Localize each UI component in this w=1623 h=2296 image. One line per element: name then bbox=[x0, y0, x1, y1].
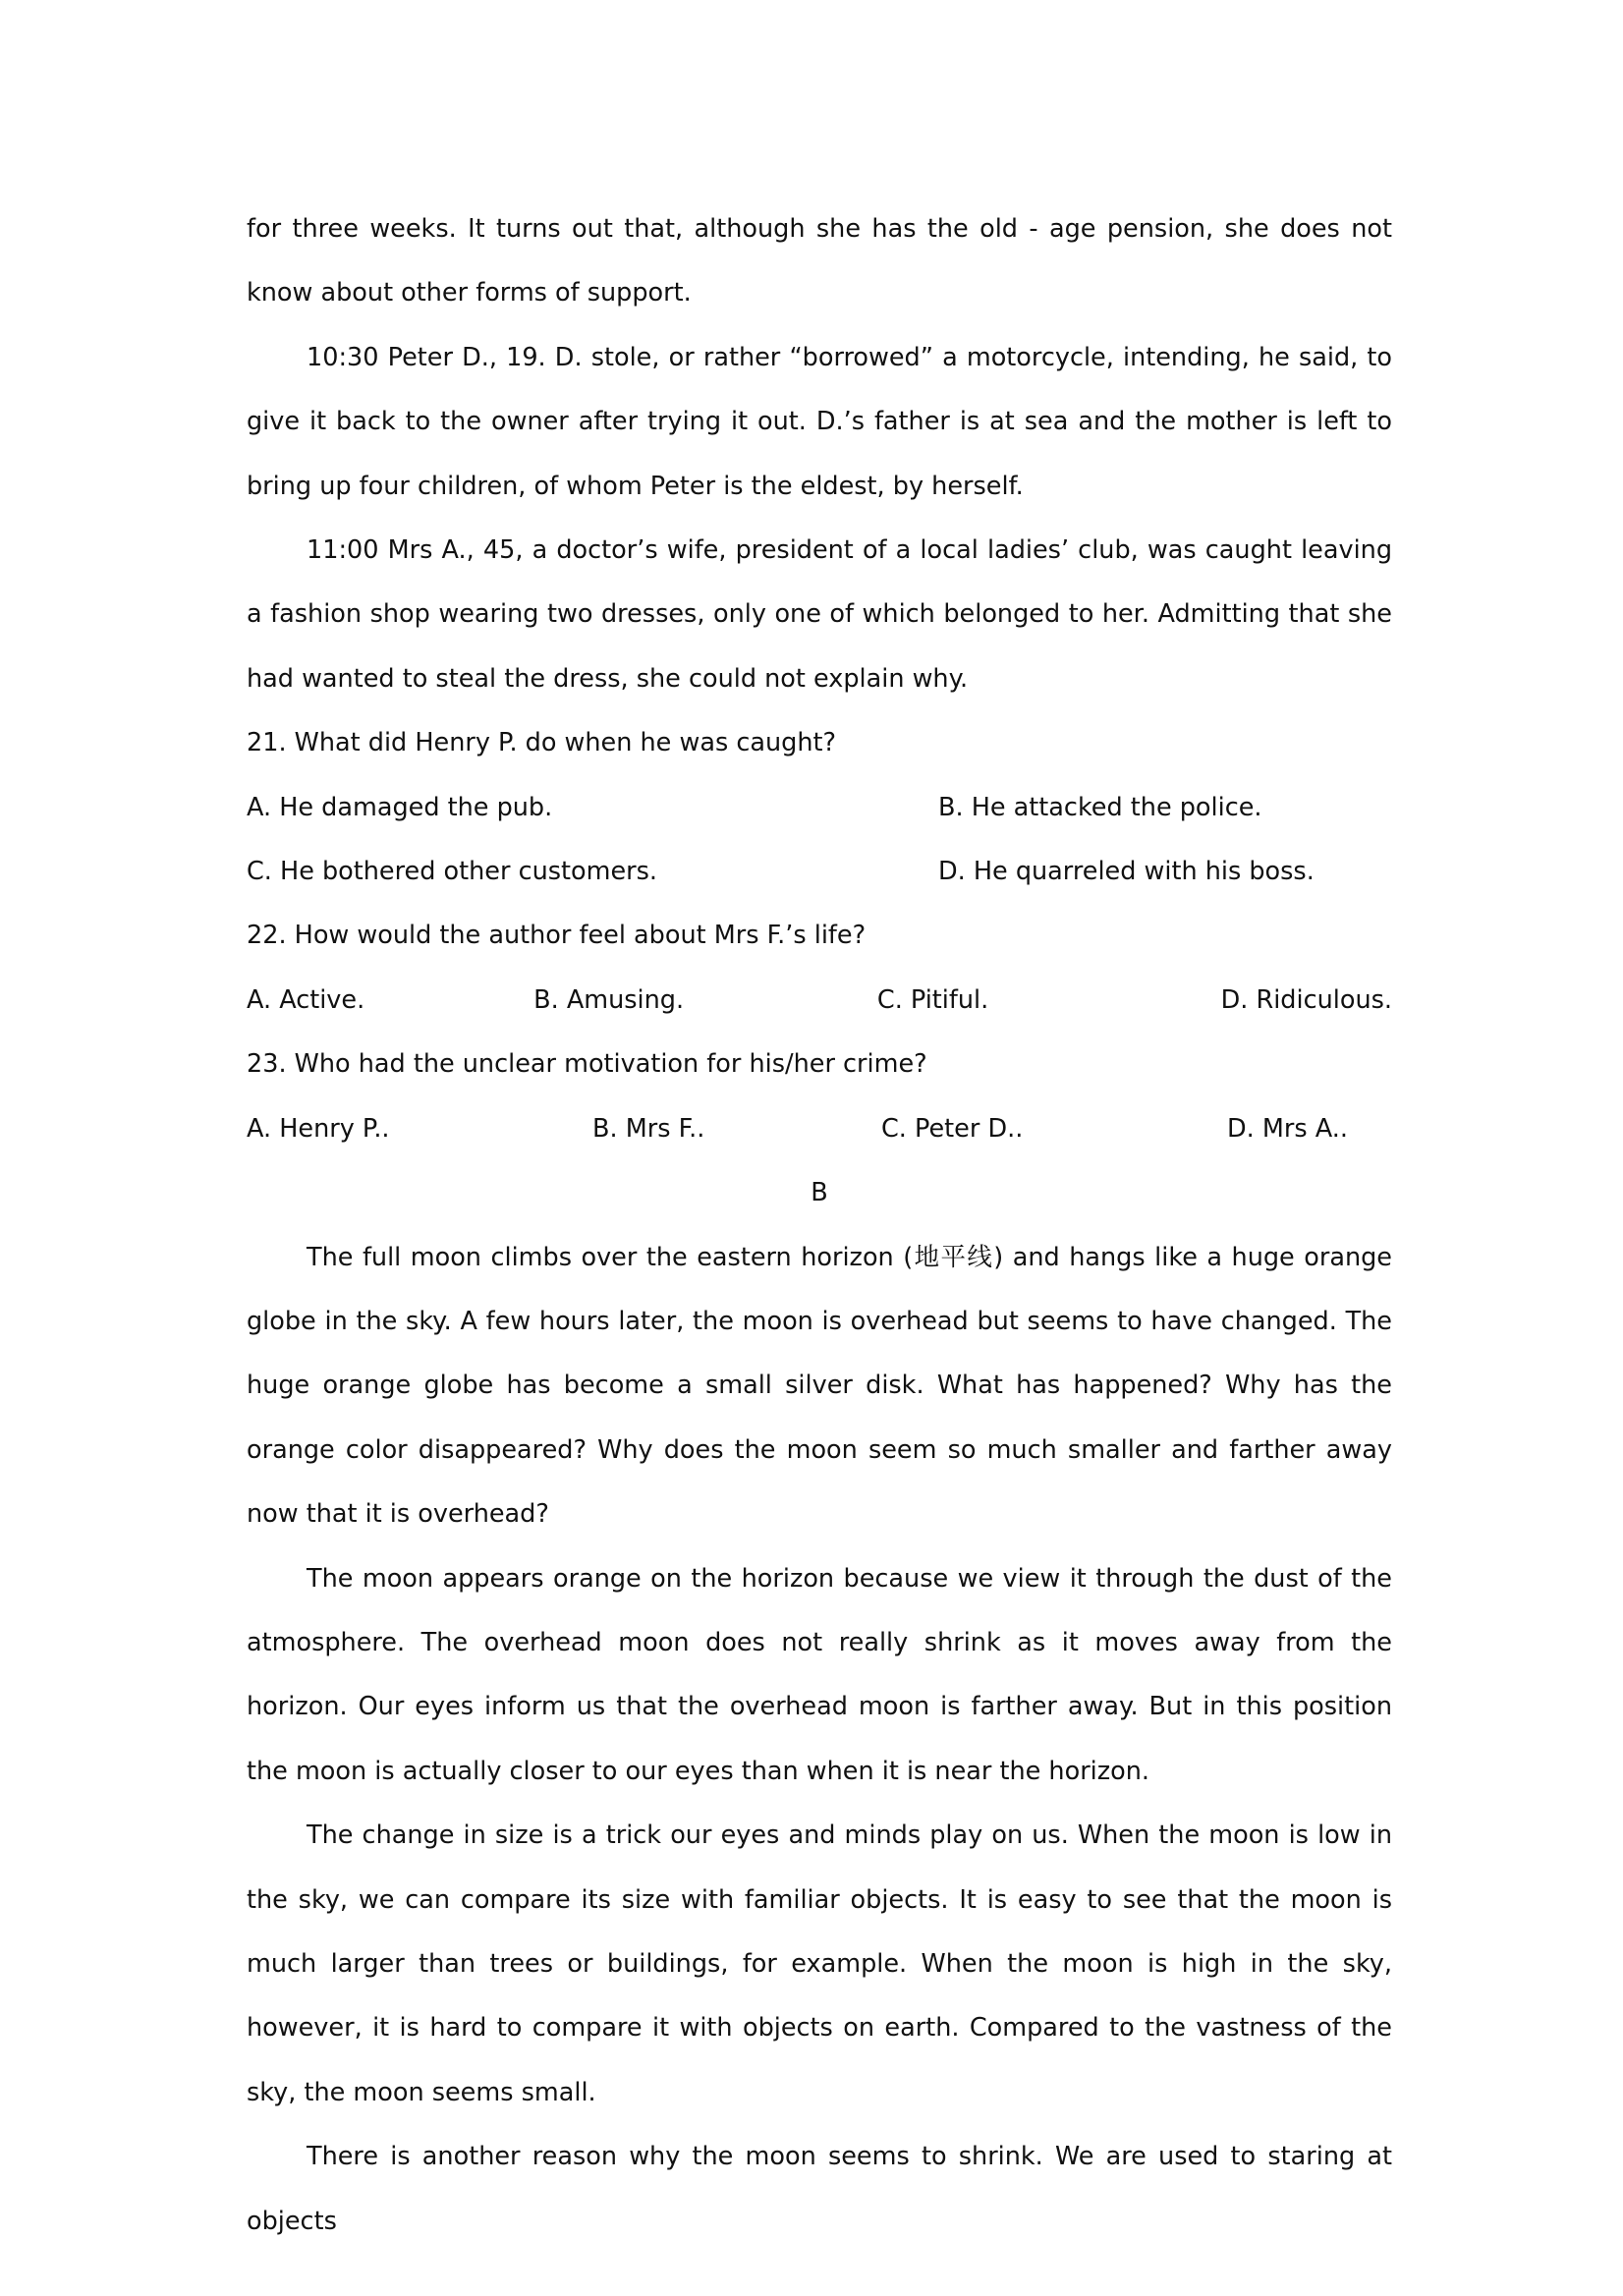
passage-b-paragraph-2: The moon appears orange on the horizon because we view it through the dust of the atmosphere. The overhead moon does not really shrink as it moves away from the horizon. Our eyes inform us that the overhead moon is farther away. But in this position the moon is actually closer to our eyes than when it is near the horizon. bbox=[247, 1563, 1392, 1786]
question-22-option-a: A. Active. bbox=[247, 984, 365, 1015]
passage-b-paragraph-1: The full moon climbs over the eastern horizon (地平线) and hangs like a huge orange globe in the sky. A few hours later, the moon is overhead but seems to have changed. The huge orange globe has become a small silver disk. What has happened? Why has the orange color disappeared? Why does the moon seem so much smaller and farther away now that it is overhead? bbox=[247, 1242, 1392, 1530]
question-21-options-row-2 bbox=[247, 840, 1392, 904]
passage-a-continuation: for three weeks. It turns out that, although she has the old - age pension, she does not know about other forms of support. bbox=[247, 214, 1392, 308]
question-23-option-c: C. Peter D.. bbox=[881, 1113, 1024, 1144]
question-23-option-b: B. Mrs F.. bbox=[592, 1113, 705, 1144]
passage-a-paragraph-mrs-a: 11:00 Mrs A., 45, a doctor’s wife, president of a local ladies’ club, was caught leaving a fashion shop wearing two dresses, only one of which belonged to her. Admitting that she had wanted to steal the dress, she could not explain why. bbox=[247, 535, 1392, 694]
question-22-option-c: C. Pitiful. bbox=[876, 984, 989, 1015]
question-22-options bbox=[247, 969, 1392, 1033]
question-23-options bbox=[247, 1097, 1392, 1161]
passage-b-paragraph-4: There is another reason why the moon seems to shrink. We are used to staring at objects bbox=[247, 2142, 1392, 2236]
question-23-stem: 23. Who had the unclear motivation for his/her crime? bbox=[247, 1049, 927, 1080]
question-21-option-b: B. He attacked the police. bbox=[938, 792, 1262, 822]
question-21-stem: 21. What did Henry P. do when he was caught? bbox=[247, 728, 837, 758]
question-23-option-a: A. Henry P.. bbox=[247, 1113, 390, 1144]
question-23-option-d: D. Mrs A.. bbox=[1227, 1113, 1348, 1144]
question-21-option-c: C. He bothered other customers. bbox=[247, 857, 658, 887]
question-22-option-b: B. Amusing. bbox=[533, 984, 685, 1015]
question-21-options-row-1 bbox=[247, 776, 1392, 840]
question-22-option-d: D. Ridiculous. bbox=[1220, 984, 1392, 1015]
passage-b-paragraph-3: The change in size is a trick our eyes and minds play on us. When the moon is low in the sky, we can compare its size with familiar objects. It is easy to see that the moon is much larger than trees or buildings, for example. When the moon is high in the sky, however, it is hard to compare it with objects on earth. Compared to the vastness of the sky, the moon seems small. bbox=[247, 1820, 1392, 2107]
question-21-option-a: A. He damaged the pub. bbox=[247, 792, 553, 822]
document-page bbox=[247, 197, 1392, 2254]
passage-a-paragraph-peter: 10:30 Peter D., 19. D. stole, or rather “borrowed” a motorcycle, intending, he said, to give it back to the owner after trying it out. D.’s father is at sea and the mother is left to bring up four children, of whom Peter is the eldest, by herself. bbox=[247, 342, 1392, 501]
section-b-heading: B bbox=[811, 1178, 828, 1208]
question-21-option-d: D. He quarreled with his boss. bbox=[938, 857, 1315, 887]
question-22-stem: 22. How would the author feel about Mrs F.’s life? bbox=[247, 921, 867, 951]
